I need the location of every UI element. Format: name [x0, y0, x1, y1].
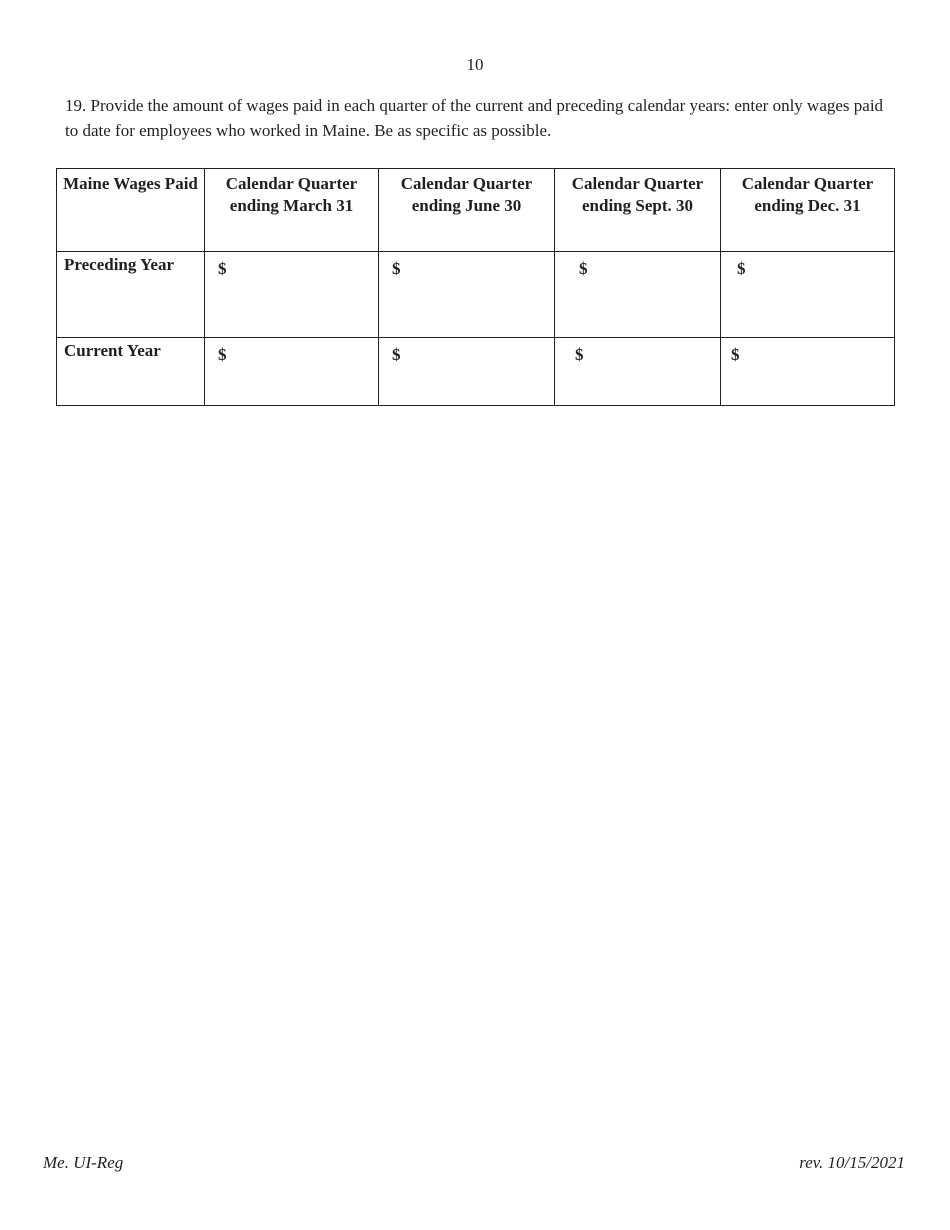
row-label-preceding-year: Preceding Year — [57, 252, 205, 338]
page-number: 10 — [466, 55, 484, 74]
current-june-amount-field[interactable]: $ — [379, 338, 555, 406]
current-march-amount-field[interactable]: $ — [205, 338, 379, 406]
preceding-march-amount-field[interactable]: $ — [205, 252, 379, 338]
preceding-june-amount-field[interactable]: $ — [379, 252, 555, 338]
table-header-row — [57, 169, 895, 252]
row-label-current-year: Current Year — [57, 338, 205, 406]
header-quarter-dec: Calendar Quarter ending Dec. 31 — [721, 169, 895, 252]
footer-form-id: Me. UI-Reg — [43, 1153, 124, 1172]
table-row-preceding-year — [57, 252, 895, 338]
header-quarter-sept: Calendar Quarter ending Sept. 30 — [555, 169, 721, 252]
wages-table — [56, 168, 895, 406]
current-sept-amount-field[interactable]: $ — [555, 338, 721, 406]
header-quarter-march: Calendar Quarter ending March 31 — [205, 169, 379, 252]
header-quarter-june: Calendar Quarter ending June 30 — [379, 169, 555, 252]
question-19-text: 19. Provide the amount of wages paid in each quarter of the current and preceding calendar years: enter only wages paid to date for employees who worked in Maine. Be as specific as possible. — [65, 96, 884, 140]
footer-revision-date: rev. 10/15/2021 — [799, 1153, 905, 1172]
table-row-current-year — [57, 338, 895, 406]
preceding-sept-amount-field[interactable]: $ — [555, 252, 721, 338]
header-maine-wages-paid: Maine Wages Paid — [57, 169, 205, 252]
current-dec-amount-field[interactable]: $ — [721, 338, 895, 406]
preceding-dec-amount-field[interactable]: $ — [721, 252, 895, 338]
